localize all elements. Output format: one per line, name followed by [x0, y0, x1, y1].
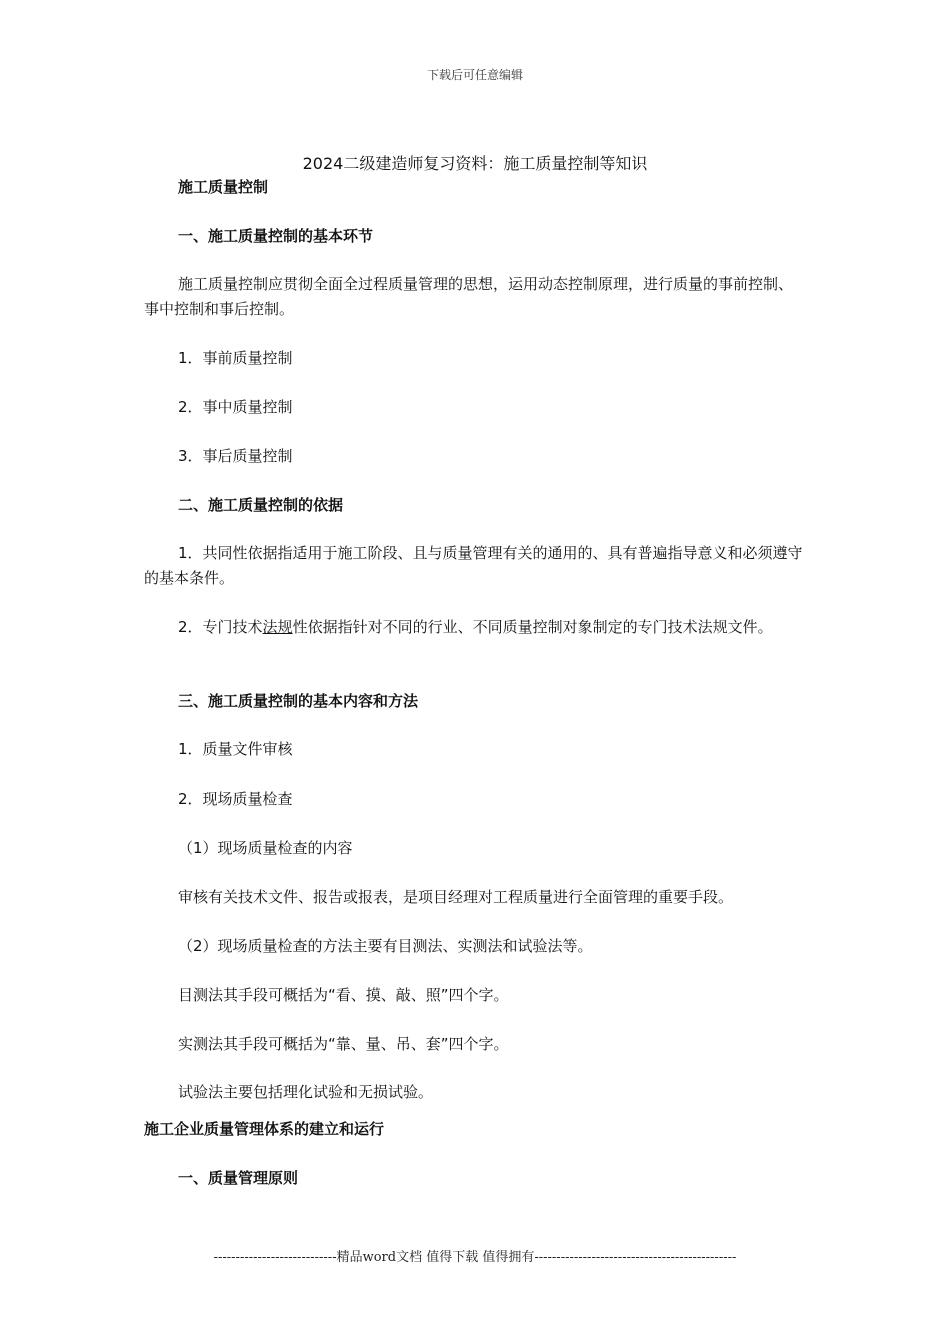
paragraph-common-basis: 1．共同性依据指适用于施工阶段、且与质量管理有关的通用的、具有普遍指导意义和必须遵守的基本条件。	[144, 544, 803, 587]
list-item-document-review: 1．质量文件审核	[178, 740, 293, 758]
special-basis-text-a: 2．专门技术	[178, 618, 263, 636]
heading-content-methods: 三、施工质量控制的基本内容和方法	[178, 692, 419, 710]
list-item-in-process-control: 2．事中质量控制	[178, 398, 293, 416]
text-review-documents: 审核有关技术文件、报告或报表，是项目经理对工程质量进行全面管理的重要手段。	[178, 888, 734, 906]
heading-control-basis: 二、施工质量控制的依据	[178, 496, 344, 514]
heading-basic-links: 一、施工质量控制的基本环节	[178, 227, 374, 245]
special-basis-text-b: 性依据指针对不同的行业、不同质量控制对象制定的专门技术法规文件。	[292, 618, 773, 636]
text-test-method: 试验法主要包括理化试验和无损试验。	[178, 1083, 434, 1101]
section-heading-qms: 施工企业质量管理体系的建立和运行	[144, 1120, 385, 1138]
section-heading-quality-control: 施工质量控制	[178, 178, 269, 196]
paragraph-special-basis	[144, 615, 804, 640]
footer-note: ----------------------------精品word文档 值得下载 值得拥有----------------------------------------------	[213, 1250, 737, 1265]
document-title: 2024二级建造师复习资料：施工质量控制等知识	[302, 154, 648, 173]
text-visual-method: 目测法其手段可概括为“看、摸、敲、照”四个字。	[178, 986, 509, 1004]
paragraph-basic-links: 施工质量控制应贯彻全面全过程质量管理的思想，运用动态控制原理，进行质量的事前控制、事中控制和事后控制。	[144, 275, 794, 318]
list-item-pre-control: 1．事前质量控制	[178, 349, 293, 367]
header-note: 下载后可任意编辑	[426, 68, 523, 82]
regulations-link[interactable]: 法规	[262, 618, 293, 636]
list-item-site-inspection: 2．现场质量检查	[178, 790, 293, 808]
list-item-inspection-methods: （2）现场质量检查的方法主要有目测法、实测法和试验法等。	[178, 937, 593, 955]
list-item-inspection-content: （1）现场质量检查的内容	[178, 839, 353, 857]
list-item-post-control: 3．事后质量控制	[178, 447, 293, 465]
text-measurement-method: 实测法其手段可概括为“靠、量、吊、套”四个字。	[178, 1035, 509, 1053]
heading-qm-principles: 一、质量管理原则	[178, 1169, 299, 1187]
